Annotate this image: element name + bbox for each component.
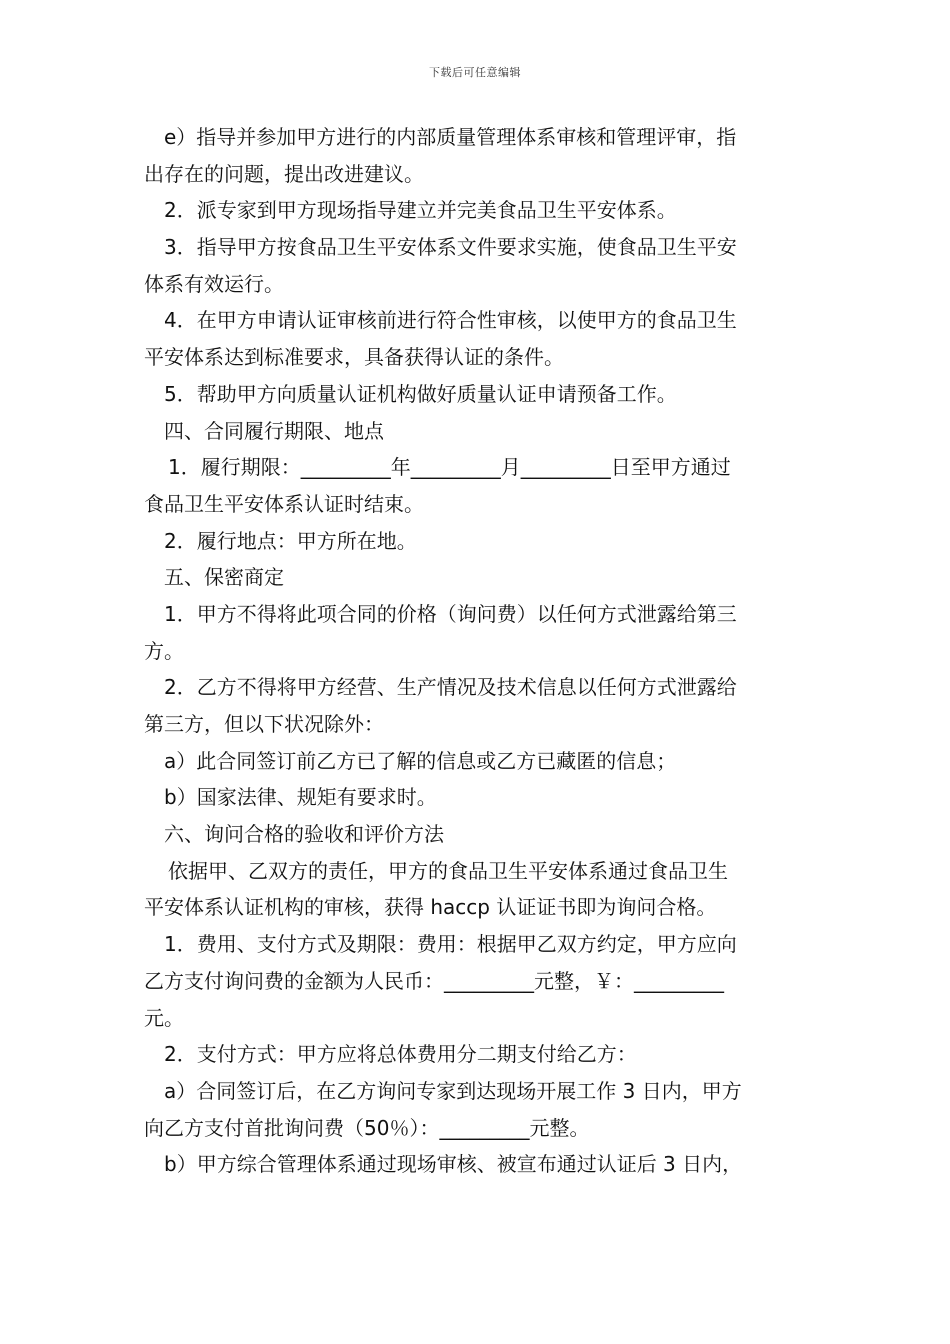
paragraph-line: 元。 [144,1005,184,1030]
paragraph-line: b）甲方综合管理体系通过现场审核、被宣布通过认证后 3 日内， [164,1152,743,1177]
paragraph-line: a）此合同签订前乙方已了解的信息或乙方已藏匿的信息； [164,748,677,773]
paragraph-line: 出存在的问题，提出改进建议。 [144,161,424,186]
paragraph-line: 食品卫生平安体系认证时结束。 [144,491,424,516]
paragraph-line: 依据甲、乙双方的责任，甲方的食品卫生平安体系通过食品卫生 [168,858,728,883]
document-body [144,119,808,1183]
paragraph-line: 2．派专家到甲方现场指导建立并完美食品卫生平安体系。 [164,198,677,223]
paragraph-line: 3．指导甲方按食品卫生平安体系文件要求实施，使食品卫生平安 [164,235,737,260]
paragraph-line: 乙方支付询问费的金额为人民币：_________元整，￥：_________ [144,968,724,993]
paragraph-line: 平安体系达到标准要求，具备获得认证的条件。 [144,345,564,370]
paragraph-line: 4．在甲方申请认证审核前进行符合性审核，以使甲方的食品卫生 [164,308,737,333]
paragraph-line: 2．支付方式：甲方应将总体费用分二期支付给乙方： [164,1042,637,1067]
paragraph-line: e）指导并参加甲方进行的内部质量管理体系审核和管理评审，指 [164,125,737,149]
paragraph-line: 第三方，但以下状况除外： [144,712,384,736]
paragraph-line: 向乙方支付首批询问费（50％）：_________元整。 [144,1115,590,1140]
paragraph-line: 1．履行期限：_________年_________月_________日至甲方通过 [168,455,731,480]
paragraph-line: 1．费用、支付方式及期限：费用：根据甲乙双方约定，甲方应向 [164,932,737,957]
paragraph-line: 5．帮助甲方向质量认证机构做好质量认证申请预备工作。 [164,381,677,406]
section-heading: 四、合同履行期限、地点 [164,418,384,443]
paragraph-line: 方。 [144,638,184,663]
page-header: 下载后可任意编辑 [429,66,521,79]
paragraph-line: 平安体系认证机构的审核，获得 haccp 认证证书即为询问合格。 [144,895,717,920]
section-heading: 六、询问合格的验收和评价方法 [164,822,444,847]
paragraph-line: 2．乙方不得将甲方经营、生产情况及技术信息以任何方式泄露给 [164,675,737,700]
section-heading: 五、保密商定 [164,565,284,590]
paragraph-line: 体系有效运行。 [144,271,284,296]
paragraph-line: a）合同签订后，在乙方询问专家到达现场开展工作 3 日内，甲方 [164,1078,742,1103]
paragraph-line: b）国家法律、规矩有要求时。 [164,785,437,810]
paragraph-line: 1．甲方不得将此项合同的价格（询问费）以任何方式泄露给第三 [164,601,737,626]
paragraph-line: 2．履行地点：甲方所在地。 [164,528,417,553]
